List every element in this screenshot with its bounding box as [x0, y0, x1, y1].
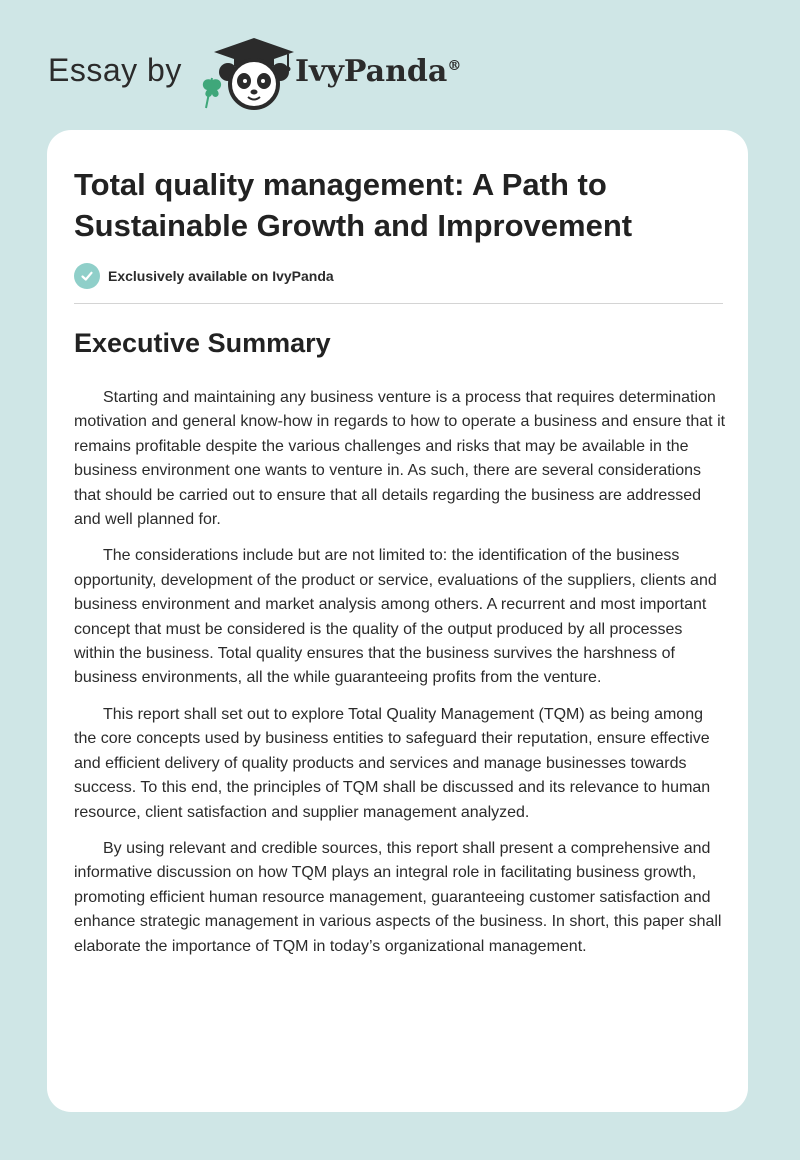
divider [74, 303, 723, 304]
registered-mark: ® [447, 58, 462, 74]
check-circle-icon [74, 263, 100, 289]
brand-prefix: Essay by [48, 52, 182, 88]
essay-body [74, 386, 726, 971]
paragraph: By using relevant and credible sources, this report shall present a comprehensive and informative discussion on how TQM plays an integral role in facilitating business growth, promoting efficient human resource management, guaranteeing customer satisfaction and enhance strategic management in various aspects of the business. In short, this paper shall elaborate the importance of TQM in today’s organizational management. [74, 839, 722, 955]
paragraph: The considerations include but are not limited to: the identification of the business opportunity, development of the product or service, evaluations of the suppliers, clients and business environment and market analysis among others. A recurrent and most important concept that must be considered is the quality of the output produced by all processes within the business. Total quality ensures that the business survives the harshness of business environments, all the while guaranteeing profits from the venture. [74, 547, 717, 687]
paragraph: Starting and maintaining any business venture is a process that requires determination motivation and general know-how in regards to how to operate a business and ensure that it remains profitable despite the various challenges and risks that may be available in the business environment one wants to venture in. As such, there are several considerations that should be carried out to ensure that all details regarding the business are addressed and well planned for. [74, 389, 726, 529]
brand-header [48, 34, 508, 114]
essay-title: Total quality management: A Path to Sustainable Growth and Improvement [74, 167, 633, 243]
ivy-leaf-icon [203, 78, 221, 108]
panda-graduate-logo-icon [198, 34, 298, 110]
exclusive-label: Exclusively available on IvyPanda [108, 268, 334, 284]
section-heading: Executive Summary [74, 328, 331, 358]
essay-card [47, 130, 748, 1112]
brand-name[interactable]: IvyPanda® [295, 54, 462, 89]
exclusive-badge [74, 263, 334, 289]
paragraph: This report shall set out to explore Total Quality Management (TQM) as being among the core concepts used by business entities to safeguard their reputation, ensure effective and efficient delivery of quality products and services and manage businesses towards success. To this end, the principles of TQM shall be discussed and its relevance to human resource, client satisfaction and supplier management analyzed. [74, 705, 711, 821]
